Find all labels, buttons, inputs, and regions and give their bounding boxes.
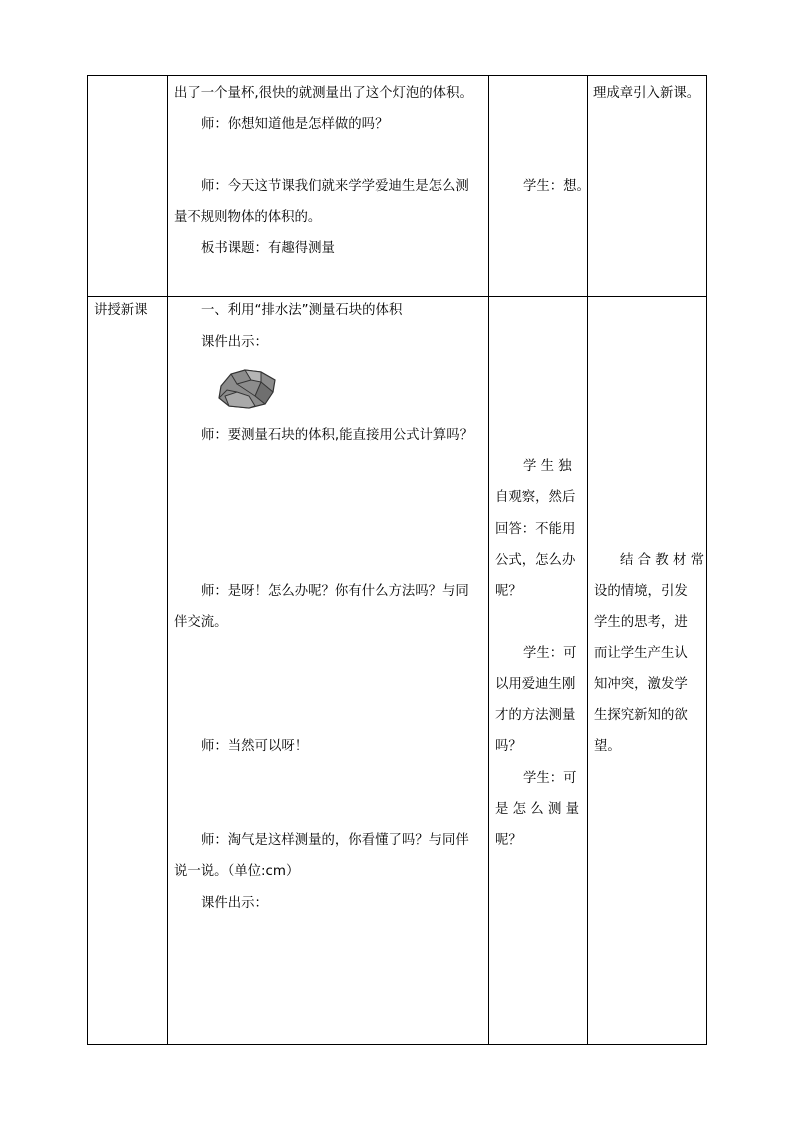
table-col-divider-3 bbox=[587, 75, 588, 1045]
row2-intent-line: 生探究新知的欲 bbox=[594, 708, 688, 723]
row2-intent-line: 设的情境，引发 bbox=[594, 584, 688, 599]
row2-student-line: 学生：可 bbox=[523, 646, 577, 661]
table-border-bottom bbox=[87, 1044, 707, 1045]
row2-intent-line: 而让学生产生认 bbox=[594, 646, 688, 661]
row2-student-line: 以用爱迪生刚 bbox=[495, 677, 576, 692]
row1-intent-line: 理成章引入新课。 bbox=[593, 86, 701, 101]
row2-intent-line: 知冲突，激发学 bbox=[594, 677, 688, 692]
row1-teacher-line: 师：今天这节课我们就来学学爱迪生是怎么测 bbox=[201, 179, 469, 194]
row2-intent-line: 望。 bbox=[594, 739, 621, 754]
row1-student-line: 学生：想。 bbox=[523, 179, 590, 194]
row2-stage-label: 讲授新课 bbox=[94, 303, 148, 318]
table-row-divider bbox=[87, 296, 707, 297]
row2-student-line: 公式，怎么办 bbox=[495, 553, 576, 568]
row1-teacher-line: 量不规则物体的体积的。 bbox=[174, 210, 322, 225]
row1-teacher-line: 出了一个量杯,很快的就测量出了这个灯泡的体积。 bbox=[174, 86, 473, 101]
rock-image bbox=[215, 366, 279, 416]
table-border-left bbox=[87, 75, 88, 1045]
row2-student-line: 是 怎 么 测 量 bbox=[495, 802, 579, 817]
row2-student-line: 才的方法测量 bbox=[495, 708, 576, 723]
row2-student-line: 呢？ bbox=[495, 833, 522, 848]
row2-student-line: 回答：不能用 bbox=[495, 522, 576, 537]
row1-teacher-line: 师：你想知道他是怎样做的吗？ bbox=[201, 117, 389, 132]
row2-teacher-line: 伴交流。 bbox=[174, 615, 228, 630]
row2-teacher-line: 师：要测量石块的体积,能直接用公式计算吗？ bbox=[201, 428, 474, 443]
table-border-right bbox=[706, 75, 707, 1045]
row2-student-line: 学生：可 bbox=[523, 771, 577, 786]
row2-student-line: 自观察，然后 bbox=[495, 490, 576, 505]
row2-teacher-line: 师：淘气是这样测量的，你看懂了吗？与同伴 bbox=[201, 833, 469, 848]
row2-intent-line: 学生的思考，进 bbox=[594, 615, 688, 630]
row2-intent-line: 结 合 教 材 常 bbox=[620, 553, 704, 568]
row2-teacher-line: 说一说。（单位:cm） bbox=[174, 864, 300, 879]
row2-teacher-line: 师：当然可以呀！ bbox=[201, 739, 309, 754]
row2-teacher-line: 课件出示： bbox=[201, 896, 268, 911]
row2-student-line: 呢？ bbox=[495, 584, 522, 599]
row2-student-line: 吗？ bbox=[495, 739, 522, 754]
row2-student-line: 学 生 独 bbox=[523, 459, 572, 474]
table-col-divider-2 bbox=[488, 75, 489, 1045]
row1-teacher-line: 板书课题：有趣得测量 bbox=[201, 241, 335, 256]
row2-teacher-line: 课件出示： bbox=[201, 335, 268, 350]
table-border-top bbox=[87, 75, 707, 76]
row2-teacher-line: 师：是呀！怎么办呢？你有什么方法吗？与同 bbox=[201, 584, 469, 599]
row2-teacher-line: 一、利用“排水法”测量石块的体积 bbox=[201, 303, 403, 318]
table-col-divider-1 bbox=[167, 75, 168, 1045]
